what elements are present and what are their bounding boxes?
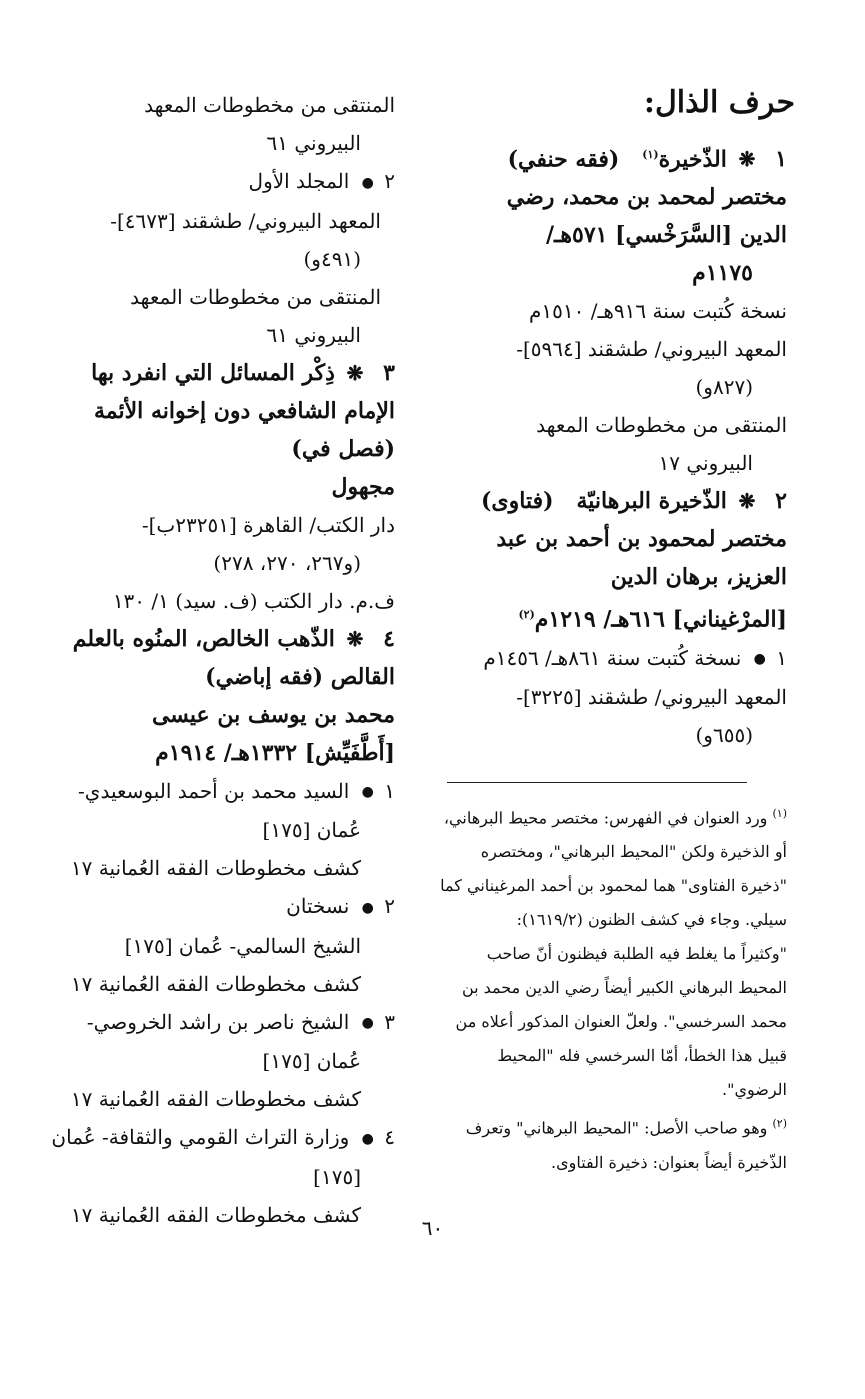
copy-date: نسخة كُتبت سنة ٨٦١هـ/ ١٤٥٦م [483,645,742,670]
footnote-text: "ذخيرة الفتاوى" هما لمحمود بن أحمد المرغيناني كما [440,876,787,896]
source: المنتقى من مخطوطات المعهد [130,284,381,309]
footnotes [440,797,787,1180]
copy-number: ١ [384,778,395,803]
entry-2 [447,482,787,754]
copy-holder: عُمان [١٧٥] [262,818,361,842]
footnote-text: أو الذخيرة ولكن "المحيط البرهاني"، ومختصره [480,842,787,862]
entry-1 [447,136,787,482]
holding: (٤٩١و) [303,246,361,271]
source: المنتقى من مخطوطات المعهد [144,93,395,117]
holding: المعهد البيروني/ طشقند [٣٢٢٥]- [516,685,787,710]
entry-1-title-line [447,136,787,178]
bullet-icon: ● [753,651,766,668]
star-icon: ❋ [738,489,756,514]
bullet-icon: ● [361,899,374,916]
footnote-text: الذّخيرة أيضاً بعنوان: ذخيرة الفتاوى. [551,1152,787,1172]
copy-3 [70,1003,395,1119]
entry-category: (فقه حنفي) [507,146,620,173]
copy-number: ٢ [384,169,395,193]
footnote-separator [447,782,747,783]
copy-number: ٤ [384,1125,395,1149]
footnote-text: محمد السرخسي". ولعلّ العنوان المذكور أعلاه من [455,1012,787,1032]
holding: دار الكتب/ القاهرة [٢٣٢٥١ب]- [141,512,395,537]
source: كشف مخطوطات الفقه العُمانية ١٧ [70,1087,361,1111]
entry-title: الذّهب الخالص، المنُوه بالعلم [72,625,335,652]
copy-line [75,1003,395,1043]
star-icon: ❋ [346,360,364,385]
entry-author: مختصر لمحمود بن أحمد بن عبد [496,526,787,553]
copy-holder: عُمان [١٧٥] [262,1049,361,1073]
entry-author: ١١٧٥م [692,260,753,287]
copy-holder: [١٧٥] [313,1164,361,1189]
footnote-1-line [443,797,787,835]
copy-holder: السيد محمد بن أحمد البوسعيدي- [78,778,350,803]
source: كشف مخطوطات الفقه العُمانية ١٧ [70,971,361,996]
entry-title: الذّخيرة البرهانيّة [576,488,727,515]
copy-holder: الشيخ السالمي- عُمان [١٧٥] [124,933,361,958]
footnote-text: وهو صاحب الأصل: "المحيط البرهاني" وتعرف [465,1118,768,1138]
footnote-text: الرضوي". [722,1080,787,1100]
entry-author: مختصر لمحمد بن محمد، رضي [506,184,787,211]
entry-author: [أَطَّفَيِّش] ١٣٣٢هـ/ ١٩١٤م [155,739,395,766]
entry-4-title-line [72,620,395,658]
copy-line [51,1118,395,1158]
copy-holder: الشيخ ناصر بن راشد الخروصي- [86,1009,350,1034]
entry-author: مجهول [331,473,395,500]
entry-title: القالص (فقه إباضي) [205,663,395,690]
entry-number: ١ [775,146,787,173]
copy-number: ٣ [384,1009,395,1034]
reference: ف.م. دار الكتب (ف. سيد) ١/ ١٣٠ [112,588,395,613]
entry-3 [75,354,395,620]
copy-line [75,772,395,812]
volume-line [75,162,395,202]
source: البيروني ٦١ [266,322,361,347]
entry-category: (فتاوى) [480,488,554,515]
footnote-text: قبيل هذا الخطأ، أمّا السرخسي فله "المحيط [497,1046,787,1066]
footnote-text: المحيط البرهاني الكبير أيضاً رضي الدين محمد بن [461,978,787,998]
footnote-ref: (٢) [518,608,535,622]
footnote-text: سيلي. وجاء في كشف الظنون (١٦١٩/٢): [516,910,787,930]
right-column [440,80,795,1180]
page-number: ٦٠ [421,1216,444,1240]
footnote-number: (٢) [772,1117,787,1131]
source: البيروني ٦١ [266,131,361,155]
copy-2 [70,887,395,1003]
source: المنتقى من مخطوطات المعهد [536,413,787,438]
footnote-text: "وكثيراً ما يغلط فيه الطلبة فيظنون أنّ صاحب [486,944,787,964]
bullet-icon: ● [361,1015,374,1031]
entry-author: محمد بن يوسف بن عيسى [151,701,395,728]
entry-title: الإمام الشافعي دون إخوانه الأئمة [94,397,395,424]
entry-title: ذِكْر المسائل التي انفرد بها [91,359,335,386]
copy-date: نسخة كُتبت سنة ٩١٦هـ/ ١٥١٠م [529,299,787,324]
volume-label: المجلد الأول [248,169,350,193]
copy-1 [70,772,395,888]
entry-title: (فصل في) [291,435,395,462]
entry-author: [المرْغيناني] ٦١٦هـ/ ١٢١٩م [534,606,787,633]
entry-author: الدين [السَّرَخْسي] ٥٧١هـ/ [545,222,787,249]
holding: (٦٥٥و) [695,723,753,748]
entry-author-line [447,596,787,638]
source: كشف مخطوطات الفقه العُمانية ١٧ [70,1202,361,1227]
holding: (و٢٦٧، ٢٧٠، ٢٧٨) [213,550,361,575]
entry-3-title-line [75,354,395,392]
copy-line [75,887,395,927]
footnote-number: (١) [772,807,787,821]
bullet-icon: ● [361,784,374,800]
holding: (٨٢٧و) [695,375,753,400]
entry-2-title-line [447,482,787,520]
entry-number: ٤ [383,625,395,652]
source: البيروني ١٧ [658,451,753,476]
source: كشف مخطوطات الفقه العُمانية ١٧ [70,856,361,880]
footnote-2-line [447,1107,787,1145]
footnote-text: ورد العنوان في الفهرس: مختصر محيط البرهاني، [443,808,768,828]
holding: المعهد البيروني/ طشقند [٤٦٧٣]- [110,208,381,233]
holding: المعهد البيروني/ طشقند [٥٩٦٤]- [516,337,787,362]
star-icon: ❋ [738,147,756,172]
copy-holder: وزارة التراث القومي والثقافة- عُمان [51,1125,350,1149]
entry-author: العزيز، برهان الدين [610,564,787,591]
copy-number: ١ [776,645,787,670]
copy-number: ٢ [384,894,395,918]
entry-number: ٣ [383,359,395,386]
entry-4 [51,620,395,1234]
star-icon: ❋ [346,626,364,651]
footnote-ref: (١) [642,148,659,161]
left-column [51,86,395,1234]
copy-line [447,639,787,679]
copy-holder: نسختان [286,894,350,918]
entry-number: ٢ [775,488,787,515]
section-heading: حرف الذال: [643,85,795,120]
bullet-icon: ● [361,1130,374,1147]
bullet-icon: ● [361,174,374,191]
entry-title: الذّخيرة [658,146,727,173]
